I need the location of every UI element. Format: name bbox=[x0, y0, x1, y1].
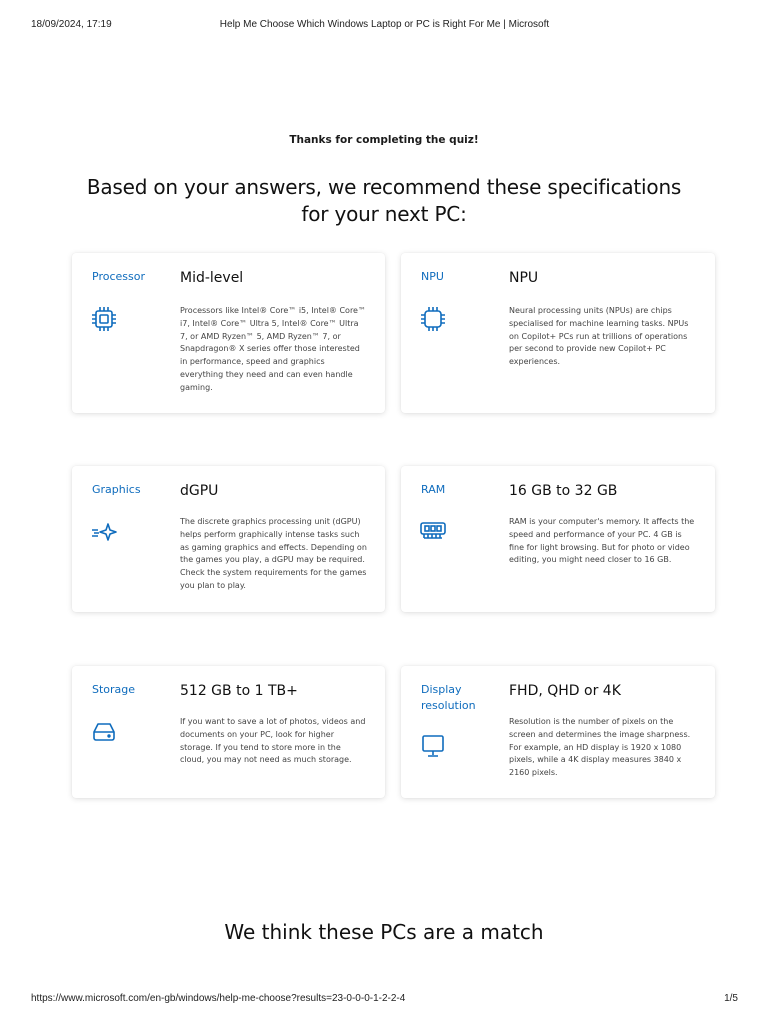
spec-card-graphics bbox=[72, 466, 385, 612]
print-datetime: 18/09/2024, 17:19 bbox=[31, 19, 112, 30]
print-footer bbox=[31, 993, 738, 1007]
spec-value: Mid-level bbox=[180, 270, 244, 286]
print-page-title: Help Me Choose Which Windows Laptop or PC is Right For Me | Microsoft bbox=[219, 19, 550, 30]
spec-value: NPU bbox=[509, 270, 539, 286]
match-heading: We think these PCs are a match bbox=[224, 920, 544, 944]
recommendation-headline: Based on your answers, we recommend these specifications for your next PC: bbox=[86, 175, 682, 226]
spec-description: Resolution is the number of pixels on the screen and determines the image sharpness. For example, an HD display is 1920 x 1080 pixels, while a 4K display measures 3840 x 2160 pixels. bbox=[509, 717, 691, 778]
spec-card-display-resolution bbox=[401, 666, 715, 798]
print-page-number: 1/5 bbox=[724, 993, 738, 1004]
spec-card-npu bbox=[401, 253, 715, 413]
spec-card-ram bbox=[401, 466, 715, 612]
spec-category: Storage bbox=[92, 683, 136, 696]
spec-category: Processor bbox=[92, 270, 145, 283]
print-header bbox=[31, 19, 738, 33]
spec-value: dGPU bbox=[180, 483, 219, 499]
spec-card-storage bbox=[72, 666, 385, 798]
spec-description: Neural processing units (NPUs) are chips specialised for machine learning tasks. NPUs on Copilot+ PCs run at trillions of operations per second to provide new Copilot+ PC experiences. bbox=[509, 306, 689, 367]
spec-description: RAM is your computer's memory. It affects the speed and performance of your PC. 4 GB is fine for light browsing. But for photo or video editing, you might need closer to 16 GB. bbox=[509, 517, 695, 565]
print-url: https://www.microsoft.com/en-gb/windows/help-me-choose?results=23-0-0-0-1-2-2-4 bbox=[31, 993, 406, 1004]
ram-module-icon bbox=[419, 516, 447, 544]
quiz-complete-message: Thanks for completing the quiz! bbox=[289, 134, 479, 146]
spec-category: NPU bbox=[421, 270, 444, 283]
spec-category: RAM bbox=[421, 483, 446, 496]
spec-card-processor bbox=[72, 253, 385, 413]
monitor-icon bbox=[419, 732, 447, 760]
spec-category: Graphics bbox=[92, 483, 141, 496]
hard-drive-icon bbox=[90, 717, 118, 745]
spec-description: The discrete graphics processing unit (dGPU) helps perform graphically intense tasks such as gaming graphics and effects. Depending on the games you play, a dGPU may be required. Check the system requirements for the games you plan to play. bbox=[180, 517, 367, 590]
spec-value: 16 GB to 32 GB bbox=[509, 483, 618, 499]
processor-chip-icon bbox=[90, 305, 118, 333]
spec-description: If you want to save a lot of photos, videos and documents on your PC, look for higher storage. If you tend to store more in the cloud, you may not need as much storage. bbox=[180, 717, 366, 765]
spec-category: Display resolution bbox=[421, 683, 476, 712]
spec-value: 512 GB to 1 TB+ bbox=[180, 683, 298, 699]
spec-description: Processors like Intel® Core™ i5, Intel® Core™ i7, Intel® Core™ Ultra 5, Intel® Core™ Ultra 7, or AMD Ryzen™ 5, AMD Ryzen™ 7, or Snapdragon® X series offer those interested in performance, speed and graphics everything they need and can even handle gaming. bbox=[180, 306, 366, 392]
spec-value: FHD, QHD or 4K bbox=[509, 683, 621, 699]
graphics-sparkle-icon bbox=[90, 518, 118, 546]
npu-chip-icon bbox=[419, 305, 447, 333]
